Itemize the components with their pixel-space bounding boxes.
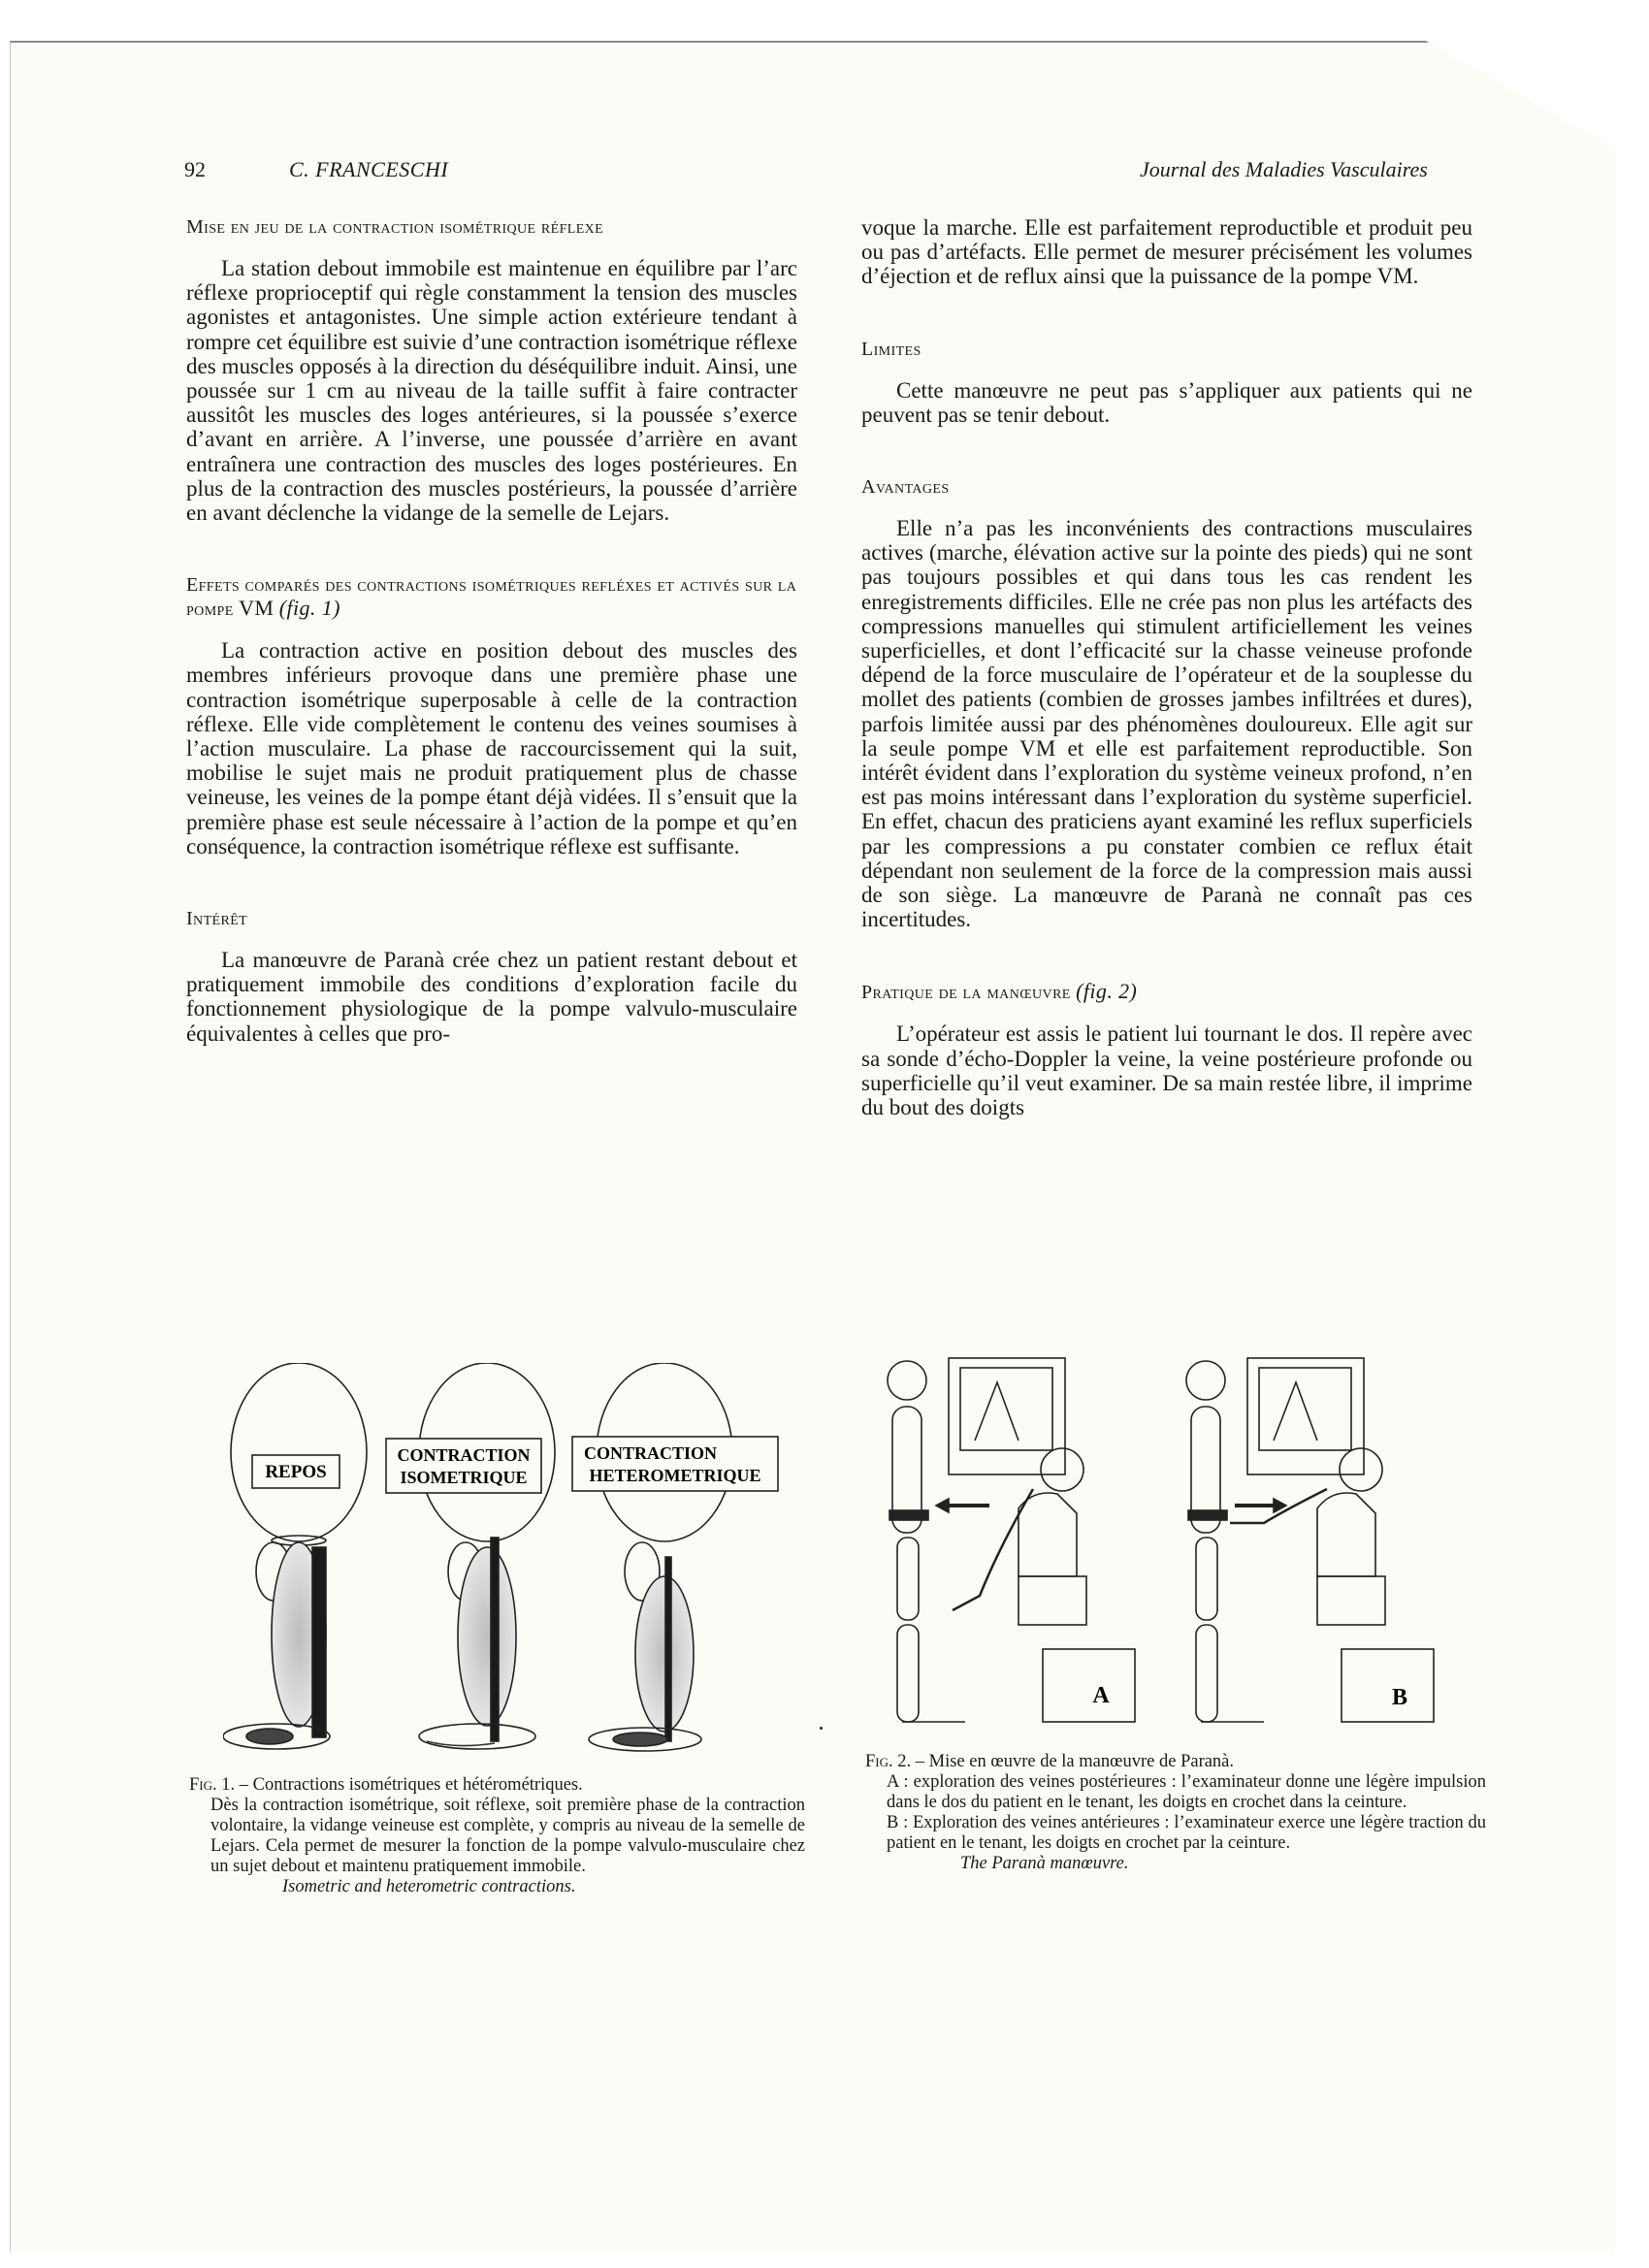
figure-1-illustration: [223, 1363, 805, 1761]
journal-title: Journal des Maladies Vasculaires: [1140, 157, 1428, 181]
section-heading-limits: Limites: [861, 338, 922, 360]
section-heading-interest: Intérêt: [186, 908, 248, 930]
caption-label: Fig. 2.: [865, 1752, 912, 1771]
figure-2-caption: [865, 1752, 1486, 1874]
heading-text: Effets comparés des contractions isométriques refléxes et activés sur la pompe: [186, 574, 797, 621]
caption-title: [189, 1775, 805, 1796]
page-number: 92: [184, 157, 206, 181]
caption-title-text: – Contractions isométriques et hétérométriques.: [239, 1775, 583, 1795]
paragraph-interest-continued: voque la marche. Elle est parfaitement reproductible et produit peu ou pas d’artéfacts. Elle permet de mesurer précisément les volumes d’éjection et de reflux ainsi que la puissance de la pompe VM.: [861, 215, 1472, 289]
panel-b-drawing: [1186, 1358, 1434, 1722]
figure-reference: (fig. 1): [278, 596, 340, 621]
label-heterometric-line1: CONTRACTION: [584, 1443, 718, 1463]
figure-2-illustration: [873, 1353, 1474, 1736]
heading-vm: VM: [239, 596, 275, 621]
section-heading-compared-effects: [186, 573, 797, 621]
panel-b-label: B: [1391, 1685, 1408, 1710]
paragraph-compared-effects: La contraction active en position debout des muscles des membres inférieurs provoque dans une première phase une contraction isométrique superposable à celle de la contraction réflexe. Elle vide complètement le contenu des veines soumises à l’action musculaire. La phase de raccourcissement qui la suit, mobilise le sujet mais ne produit pratiquement plus de chasse veineuse, les veines de la pompe étant déjà vidées. Il s’ensuit que la première phase est seule nécessaire à l’action de la pompe et qu’en conséquence, la contraction isométrique réflexe est suffisante.: [186, 638, 797, 859]
section-heading-isometric-reflex: Mise en jeu de la contraction isométrique réflexe: [186, 216, 604, 238]
section-heading-advantages: Avantages: [861, 476, 950, 499]
paragraph-advantages: Elle n’a pas les inconvénients des contractions musculaires actives (marche, élévation active sur la pointe des pieds) qui ne sont pas toujours possibles et qui dans tous les cas rendent les enregistrements difficiles. Elle ne crée pas non plus les artéfacts des compressions manuelles qui stimulent artificiellement les veines superficielles, et dont l’efficacité sur la chasse veineuse profonde dépend de la force musculaire de l’opérateur et de la souplesse du mollet des patients (combien de grosses jambes infiltrées et dures), parfois limitée aussi par des phénomènes douloureux. Elle agit sur la seule pompe VM et elle est parfaitement reproductible. Son intérêt évident dans l’exploration du système veineux profond, n’en est pas moins intéressant dans l’exploration du système superficiel. En effet, chacun des praticiens ayant examiné les reflux superficiels par les compressions a pu constater combien ce reflux était dépendant non seulement de la force de la compression mais aussi de son siège. La manœuvre de Paranà ne connaît pas ces incertitudes.: [861, 516, 1472, 932]
panel-a-label: A: [1092, 1683, 1110, 1708]
caption-english: The Paranà manœuvre.: [960, 1854, 1129, 1873]
paragraph-isometric-reflex: La station debout immobile est maintenue en équilibre par l’arc réflexe proprioceptif qui règle constamment la tension des muscles agonistes et antagonistes. Une simple action extérieure tendant à rompre cet équilibre est suivie d’une contraction isométrique réflexe des muscles opposés à la direction du déséquilibre induit. Ainsi, une poussée sur 1 cm au niveau de la taille suffit à faire contracter aussitôt les muscles des loges antérieures, si la poussée s’exerce d’avant en arrière. A l’inverse, une poussée d’arrière en avant entraînera une contraction des muscles des loges postérieures. En plus de la contraction des muscles postérieurs, la poussée d’arrière en avant déclenche la vidange de la semelle de Lejars.: [186, 256, 797, 526]
paragraph-limits: Cette manœuvre ne peut pas s’appliquer aux patients qui ne peuvent pas se tenir debout.: [861, 377, 1472, 427]
caption-title: [865, 1752, 1486, 1772]
paragraph-interest: La manœuvre de Paranà crée chez un patient restant debout et pratiquement immobile des conditions d’exploration facile du fonctionnement physiologique de la pompe valvulo-musculaire équivalentes à celles que pro-: [186, 948, 797, 1046]
panel-a-drawing: [888, 1358, 1135, 1722]
caption-label: Fig. 1.: [189, 1775, 236, 1795]
label-isometric-line1: CONTRACTION: [397, 1445, 531, 1465]
caption-english: Isometric and heterometric contractions.: [282, 1877, 576, 1896]
figure-reference: (fig. 2): [1076, 979, 1138, 1004]
foot-sole: [246, 1729, 293, 1744]
heading-text: Pratique de la manœuvre: [861, 982, 1071, 1004]
figure-1-caption: [189, 1775, 805, 1897]
left-column: [186, 215, 797, 1046]
speck: [820, 1727, 823, 1730]
caption-title-text: – Mise en œuvre de la manœuvre de Paranà.: [915, 1752, 1235, 1771]
label-isometric-line2: ISOMETRIQUE: [400, 1468, 528, 1487]
right-column: [861, 215, 1472, 1119]
section-heading-practice: [861, 980, 1472, 1004]
caption-part-a: A : exploration des veines postérieures : l’examinateur donne une légère impulsion dans le dos du patient en le tenant, les doigts en crochet dans la ceinture.: [887, 1772, 1486, 1812]
author-name: C. FRANCESCHI: [289, 157, 449, 181]
paragraph-practice: L’opérateur est assis le patient lui tournant le dos. Il repère avec sa sonde d’écho-Doppler la veine, la veine postérieure profonde ou superficielle qu’il veut examiner. De sa main restée libre, il imprime du bout des doigts: [861, 1021, 1472, 1120]
label-repos: REPOS: [265, 1462, 327, 1482]
torso-outline: [231, 1363, 367, 1541]
deep-vein-bar: [312, 1547, 326, 1737]
label-heterometric-line2: HETEROMETRIQUE: [589, 1466, 761, 1485]
caption-part-b: B : Exploration des veines antérieures : l’examinateur exerce une légère traction du patient en le tenant, les doigts en crochet par la ceinture.: [887, 1813, 1486, 1853]
caption-body: Dès la contraction isométrique, soit réflexe, soit première phase de la contraction volontaire, la vidange veineuse est complète, y compris au niveau de la semelle de Lejars. Cela permet de mesurer la fonction de la pompe valvulo-musculaire chez un sujet debout et maintenu pratiquement immobile.: [210, 1796, 805, 1876]
